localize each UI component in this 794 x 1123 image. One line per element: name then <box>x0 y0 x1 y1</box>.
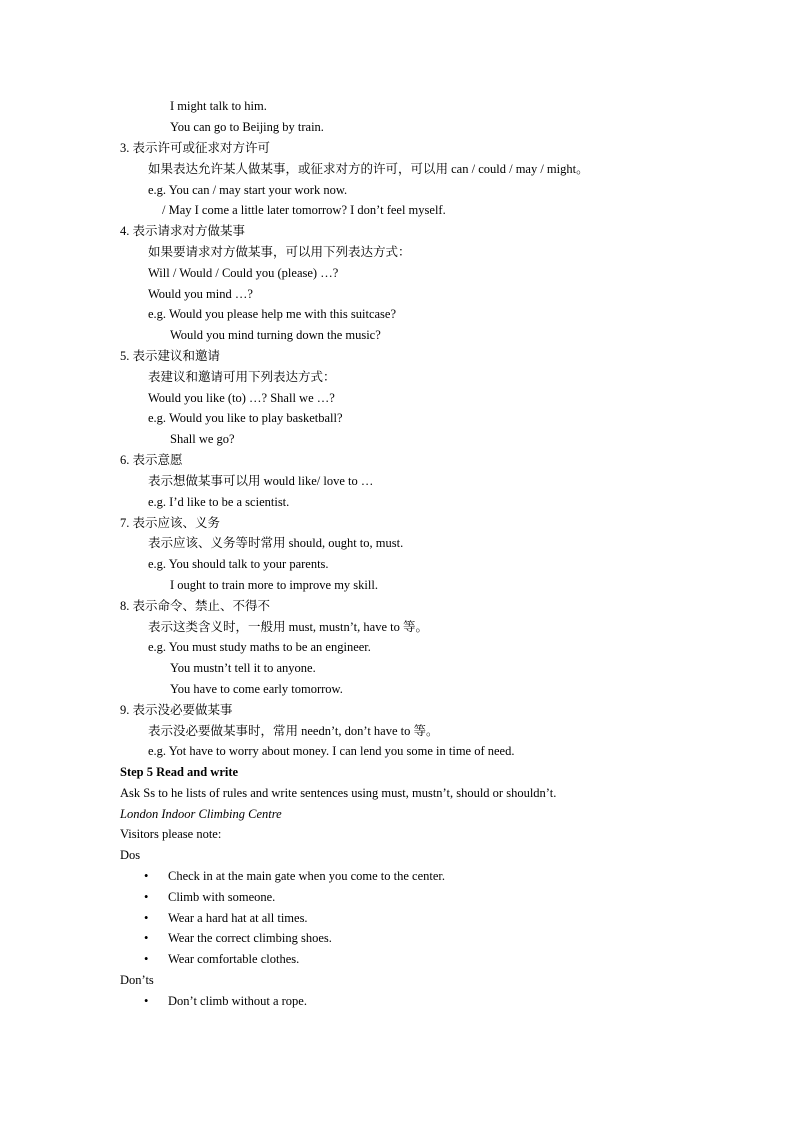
list-item: Don’t climb without a rope. <box>168 994 307 1008</box>
example-line: e.g. Would you please help me with this suitcase? <box>148 307 397 321</box>
example-line: I ought to train more to improve my skill. <box>170 578 378 592</box>
pattern-line: Would you like (to) …? Shall we …? <box>148 391 335 405</box>
list-item: Check in at the main gate when you come to the center. <box>168 869 445 883</box>
example-line: You mustn’t tell it to anyone. <box>170 661 316 675</box>
pattern-line: Will / Would / Could you (please) …? <box>148 266 339 280</box>
rules-title: London Indoor Climbing Centre <box>120 807 282 821</box>
section-heading-5: 5. 表示建议和邀请 <box>120 349 221 363</box>
step-heading: Step 5 Read and write <box>120 765 239 779</box>
bullet-marker: • <box>144 994 149 1008</box>
bullet-marker: • <box>144 911 149 925</box>
bullet-marker: • <box>144 931 149 945</box>
section-heading-8: 8. 表示命令、禁止、不得不 <box>120 599 271 613</box>
example-line: e.g. You should talk to your parents. <box>148 557 329 571</box>
dos-heading: Dos <box>120 848 141 862</box>
list-item: Wear the correct climbing shoes. <box>168 931 332 945</box>
section-heading-9: 9. 表示没必要做某事 <box>120 703 233 717</box>
section-heading-6: 6. 表示意愿 <box>120 453 183 467</box>
example-line: You have to come early tomorrow. <box>170 682 343 696</box>
bullet-marker: • <box>144 890 149 904</box>
example-line: Shall we go? <box>170 432 235 446</box>
rules-note: Visitors please note: <box>120 827 222 841</box>
explanation-line: 表示没必要做某事时，常用 needn’t, don’t have to 等。 <box>148 724 439 738</box>
section-heading-3: 3. 表示许可或征求对方许可 <box>120 141 271 155</box>
example-line: You can go to Beijing by train. <box>170 120 324 134</box>
section-heading-7: 7. 表示应该、义务 <box>120 516 221 530</box>
section-heading-4: 4. 表示请求对方做某事 <box>120 224 246 238</box>
explanation-line: 如果要请求对方做某事，可以用下列表达方式： <box>148 245 411 259</box>
bullet-marker: • <box>144 952 149 966</box>
list-item: Climb with someone. <box>168 890 276 904</box>
example-line: e.g. You must study maths to be an engineer. <box>148 640 371 654</box>
explanation-line: 表建议和邀请可用下列表达方式： <box>148 370 336 384</box>
example-line: I might talk to him. <box>170 99 267 113</box>
example-line: Would you mind turning down the music? <box>170 328 381 342</box>
list-item: Wear comfortable clothes. <box>168 952 300 966</box>
donts-heading: Don’ts <box>120 973 154 987</box>
list-item: Wear a hard hat at all times. <box>168 911 308 925</box>
pattern-line: Would you mind …? <box>148 287 253 301</box>
explanation-line: 表示想做某事可以用 would like/ love to … <box>148 474 374 488</box>
instruction-line: Ask Ss to he lists of rules and write sentences using must, mustn’t, should or shouldn’t. <box>120 786 557 800</box>
explanation-line: 表示应该、义务等时常用 should, ought to, must. <box>148 536 404 550</box>
explanation-line: 如果表达允许某人做某事，或征求对方的许可，可以用 can / could / may / might。 <box>148 162 589 176</box>
example-line: e.g. I’d like to be a scientist. <box>148 495 290 509</box>
example-line: e.g. You can / may start your work now. <box>148 183 348 197</box>
example-line: e.g. Would you like to play basketball? <box>148 411 343 425</box>
example-line: e.g. Yot have to worry about money. I can lend you some in time of need. <box>148 744 515 758</box>
example-line: / May I come a little later tomorrow? I don’t feel myself. <box>162 203 446 217</box>
explanation-line: 表示这类含义时，一般用 must, mustn’t, have to 等。 <box>148 620 428 634</box>
bullet-marker: • <box>144 869 149 883</box>
